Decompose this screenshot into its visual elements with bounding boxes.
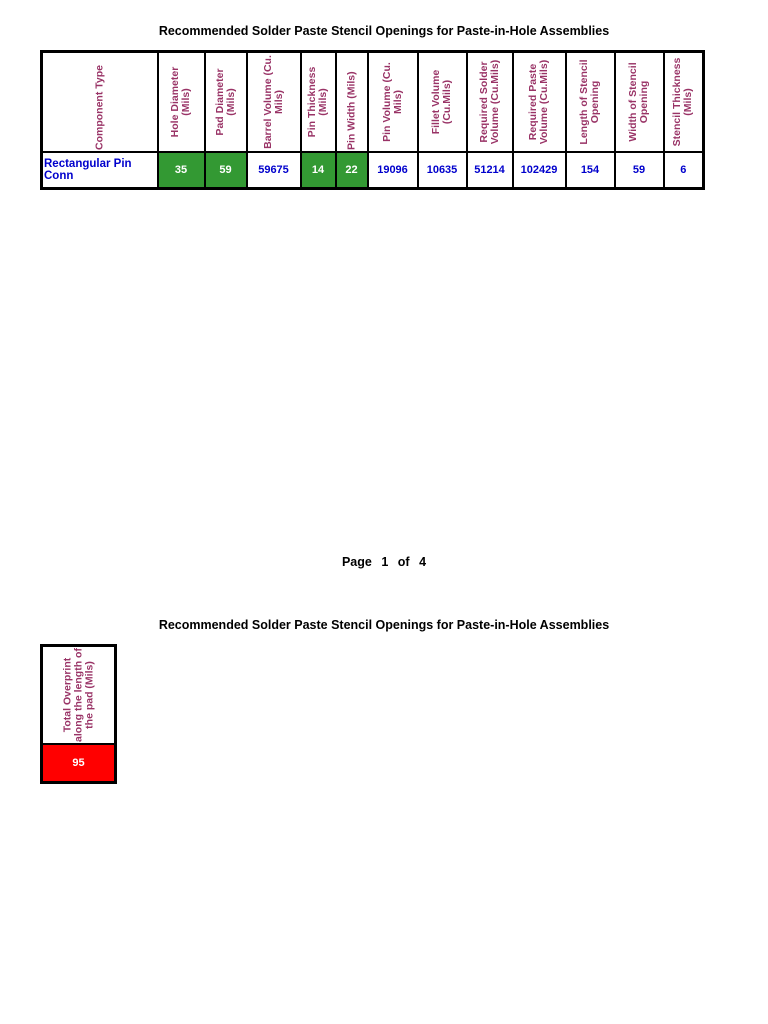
column-header[interactable] xyxy=(368,52,418,153)
column-header[interactable] xyxy=(467,52,513,153)
column-header[interactable] xyxy=(205,52,247,153)
fillet-volume-cell[interactable]: 10635 xyxy=(418,152,467,189)
table-row xyxy=(42,744,116,783)
column-header[interactable] xyxy=(158,52,205,153)
table-row xyxy=(42,152,704,189)
column-header[interactable] xyxy=(513,52,566,153)
page-title: Recommended Solder Paste Stencil Openings for Paste-in-Hole Assemblies xyxy=(158,24,610,38)
header-label: Component Type xyxy=(93,65,106,150)
stencil-width-cell[interactable]: 59 xyxy=(615,152,664,189)
column-header[interactable] xyxy=(566,52,615,153)
column-header[interactable] xyxy=(42,646,116,745)
overprint-table xyxy=(40,644,117,784)
pin-thickness-cell[interactable]: 14 xyxy=(301,152,336,189)
barrel-volume-cell[interactable]: 59675 xyxy=(247,152,301,189)
page-word: Page xyxy=(341,555,372,569)
column-header[interactable] xyxy=(615,52,664,153)
header-label: Pin Volume (Cu. Mils) xyxy=(380,62,404,142)
header-label: Barrel Volume (Cu. Mils) xyxy=(261,55,285,149)
header-label: Pin Thickness (Mils) xyxy=(306,66,329,138)
column-header[interactable] xyxy=(336,52,368,153)
required-solder-volume-cell[interactable]: 51214 xyxy=(467,152,513,189)
total-overprint-cell[interactable]: 95 xyxy=(42,744,116,783)
header-label: Fillet Volume (Cu.Mils) xyxy=(430,69,453,135)
header-label: Width of Stencil Opening xyxy=(627,62,650,142)
header-label: Hole Diameter (Mils) xyxy=(169,66,192,138)
header-label: Total Overprint along the length of the pad (Mils) xyxy=(61,648,95,742)
of-word: of xyxy=(397,555,410,569)
total-pages: 4 xyxy=(419,555,427,569)
pin-width-cell[interactable]: 22 xyxy=(336,152,368,189)
page-number: 1 xyxy=(381,555,389,569)
pin-volume-cell[interactable]: 19096 xyxy=(368,152,418,189)
column-header[interactable] xyxy=(418,52,467,153)
hole-diameter-cell[interactable]: 35 xyxy=(158,152,205,189)
column-header[interactable] xyxy=(247,52,301,153)
header-label: Pad Diameter (Mils) xyxy=(213,68,237,136)
required-paste-volume-cell[interactable]: 102429 xyxy=(513,152,566,189)
column-header[interactable] xyxy=(664,52,704,153)
header-label: Required Solder Volume (Cu.Mils) xyxy=(477,59,501,145)
component-type-cell[interactable]: Rectangular Pin Conn xyxy=(42,152,158,189)
header-label: Required Paste Volume (Cu.Mils) xyxy=(527,59,550,145)
page-title-repeat: Recommended Solder Paste Stencil Openings for Paste-in-Hole Assemblies xyxy=(158,618,610,632)
stencil-length-cell[interactable]: 154 xyxy=(566,152,615,189)
column-header[interactable] xyxy=(42,52,158,153)
header-label: Length of Stencil Opening xyxy=(578,59,601,145)
pad-diameter-cell[interactable]: 59 xyxy=(205,152,247,189)
stencil-thickness-cell[interactable]: 6 xyxy=(664,152,704,189)
stencil-table xyxy=(40,50,705,190)
header-label: Stencil Thickness (Mils) xyxy=(671,57,695,147)
page-indicator xyxy=(0,555,768,569)
column-header[interactable] xyxy=(301,52,336,153)
header-label: Pin Width (Mils) xyxy=(345,71,357,150)
